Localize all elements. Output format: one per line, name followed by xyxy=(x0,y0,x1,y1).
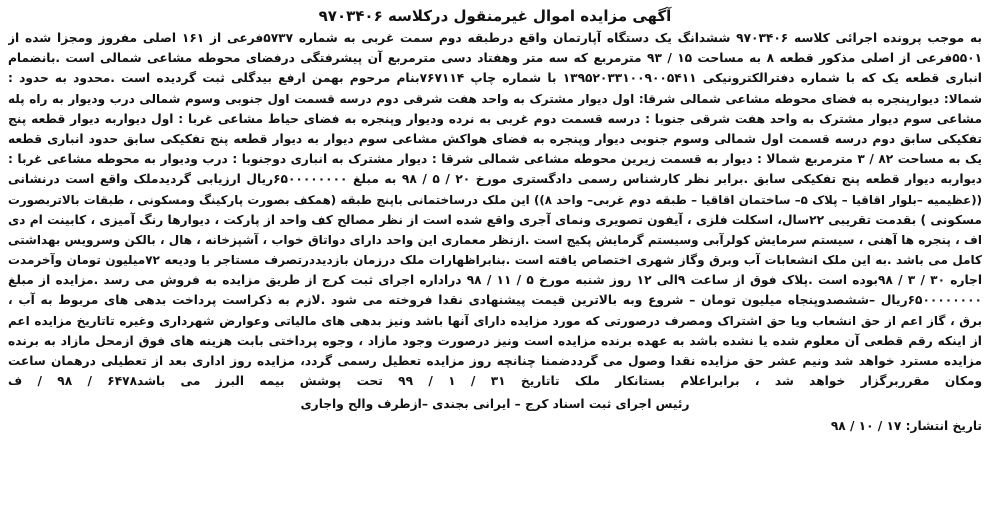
notice-line: دیواربه دیوار قطعه پنج تفکیکی سابق .برابر نظر کارشناس رسمی دادگستری مورخ ۲۰ / ۵ / ۹۸ به مبلغ ۶۵۰۰۰۰۰۰۰۰ریال ارزیابی گردیدملک واقع است درنشانی xyxy=(8,172,982,187)
notice-line: شمالا: دیوارپنجره به فضای محوطه مشاعی شمالی شرقا: اول دیوار مشترک به واحد هفت شرقی دوم درسه قسمت اول جنوبی وسوم شمالی درب ودیوار به راه پله xyxy=(8,91,982,106)
publication-date: تاریخ انتشار: ۱۷ / ۱۰ / ۹۸ xyxy=(830,419,982,434)
notice-line: مشاعی سوم دیوار مشترک به واحد هفت شرقی جنوبا : درسه قسمت دوم غربی به نرده ودیوار وپنجره به فضای حیاط مشاعی غربا : اول دیواربه دیوار قطعه پنج xyxy=(8,111,982,126)
notice-title: آگهی مزایده اموال غیرمنقول درکلاسه ۹۷۰۳۴۰۶ xyxy=(318,7,672,25)
notice-line: انباری قطعه یک که با شماره دفترالکترونیکی ۱۳۹۵۲۰۳۳۱۰۰۹۰۰۵۴۱۱ با شماره چاپ ۷۶۷۱۱۴بنام مرحوم بهمن ارفع بیدگلی ثبت گردیده است .محدود به حدود : xyxy=(8,71,982,86)
notice-line: اجاره ۳۰ / ۳ / ۹۸بوده است .پلاک فوق از ساعت ۹الی ۱۲ روز شنبه مورخ ۵ / ۱۱ / ۹۸ دراداره اجرای ثبت کرج از طریق مزایده به فروش می رسد .مزایده از مبلغ xyxy=(8,273,982,288)
notice-line: ((عظیمیه –بلوار اقاقیا – پلاک ۵– ساختمان اقاقیا – طبقه دوم غربی– واحد ۸)) این ملک درساختمانی باپنج طبقه (همکف بصورت پارکینگ ومسکونی ، طبقات بالاتربصورت xyxy=(8,192,982,207)
notice-line: مسکونی ) بقدمت تقریبی ۲۲سال، اسکلت فلزی ، آیفون تصویری ونمای آجری واقع شده است از نظر مصالح کف واحد از پارکت ، دیوارها رنگ آمیزی ، کابینت ام دی xyxy=(8,212,982,227)
notice-line: از اینکه رقم قطعی آن معلوم شده یا نشده باشد به عهده برنده مزایده است ونیز درصورت وجود مازاد ، وجوه پرداختی بابت هزینه های فوق ازمحل مازاد به برنده xyxy=(8,333,982,348)
notice-line: تفکیکی سابق دوم درسه قسمت اول شمالی وسوم جنوبی دیوار وپنجره به فضای هواکش مشاعی سوم دیوار به دیوار قطعه پنج تفکیکی سابق حدود انباری قطعه xyxy=(8,131,982,146)
notice-line: یک به مساحت ۸۲ / ۳ مترمربع شمالا : دیوار به قسمت زیرین محوطه مشاعی شمالی شرقا : دیوار مشترک به انباری دوجنوبا : درب ودیوار به محوطه مشاعی غربا : xyxy=(8,152,982,167)
notice-line: ومکان مقرربرگزار خواهد شد ، برابراعلام بستانکار ملک تاتاریخ ۳۱ / ۱ / ۹۹ تحت پوشش بیمه البرز می باشد۶۴۷۸ / ۹۸ / ف xyxy=(8,374,982,389)
auction-notice xyxy=(8,0,982,516)
notice-line: ۶۵۰۰۰۰۰۰۰۰ریال –ششصدوپنجاه میلیون تومان – شروع وبه بالاترین قیمت پیشنهادی نقدا فروخته می شود .لازم به ذکراست پرداخت بدهی های مربوط به آب ، xyxy=(8,293,982,308)
notice-line: برق ، گاز اعم از حق انشعاب ویا حق اشتراک ومصرف درصورتی که مورد مزایده دارای آنها باشد ونیز بدهی های مالیاتی وعوارض شهرداری وغیره تاتاریخ مزایده اعم xyxy=(8,313,982,328)
signature-line: رئیس اجرای ثبت اسناد کرج – ایرانی بجندی –ازطرف والح واجاری xyxy=(300,397,690,412)
notice-line: اف ، پنجره ها آهنی ، سیستم سرمایش کولرآبی وسیستم گرمایش پکیج است .ازنظر معماری این واحد دارای دواتاق خواب ، آشپزخانه ، هال ، بالکن وسرویس بهداشتی xyxy=(8,232,982,247)
notice-line: مزایده مسترد خواهد شد ونیم عشر حق مزایده نقدا وصول می گرددضمنا چنانچه روز مزایده تعطیل رسمی گردد، مزایده روز اداری بعد از تعطیلی درهمان ساعت xyxy=(8,354,982,368)
notice-body xyxy=(8,28,982,391)
notice-line: به موجب پرونده اجرائی کلاسه ۹۷۰۳۴۰۶ ششدانگ یک دستگاه آپارتمان واقع درطبقه دوم سمت غربی به شماره ۵۷۳۷فرعی از ۱۶۱ اصلی مفروز ومجزا شده از xyxy=(8,31,982,45)
notice-line: ۵۵۰۱فرعی از اصلی مذکور قطعه ۸ به مساحت ۱۵ / ۹۳ مترمربع که سه متر وهفتاد دسی مترمربع آن پیشرفتگی درفضای محوطه مشاعی شمالی است .بانضمام xyxy=(8,51,982,66)
notice-line: کامل می باشد .به این ملک انشعابات آب وبرق وگاز شهری اختصاص یافته است .بنابراظهارات ملک درزمان بازدیددرتصرف مستاجر با ودیعه ۷۲میلیون تومان وآخرمدت xyxy=(8,253,982,268)
